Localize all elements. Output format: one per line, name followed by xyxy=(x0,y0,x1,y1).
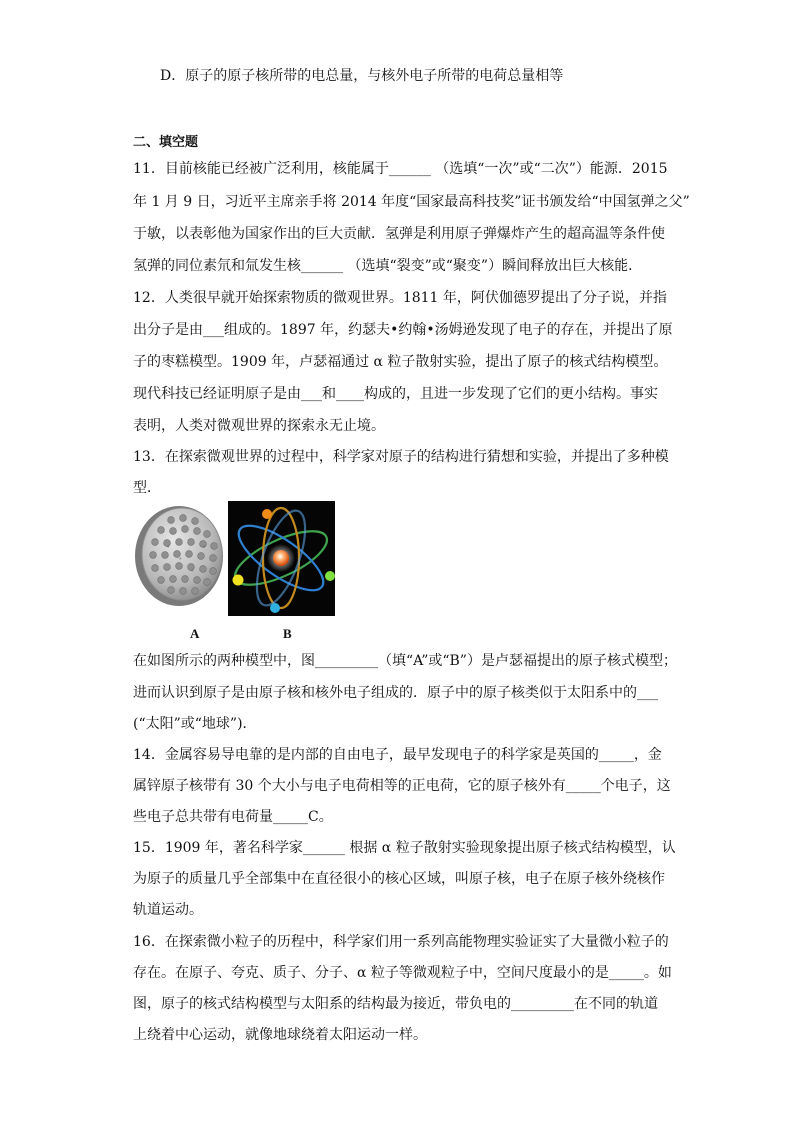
q13-line-3: 在如图所示的两种模型中，图_________（填“A”或“B”）是卢瑟福提出的原子核式模型； xyxy=(133,653,677,669)
q12-line-2: 出分子是由___组成的。1897 年，约瑟夫•约翰•汤姆逊发现了电子的存在，并提出了原 xyxy=(133,322,673,338)
q12-line-3: 子的枣糕模型。1909 年，卢瑟福通过 α 粒子散射实验，提出了原子的核式结构模型。 xyxy=(133,354,668,370)
q12-line-4: 现代科技已经证明原子是由___和____构成的，且进一步发现了它们的更小结构。事实 xyxy=(133,386,658,402)
section-title: 二、填空题 xyxy=(133,135,199,150)
q11-line-1: 11．目前核能已经被广泛利用，核能属于______ （选填“一次”或“二次”）能源．2015 xyxy=(133,161,668,177)
svg-text:+: + xyxy=(166,544,171,550)
svg-text:+: + xyxy=(202,544,207,550)
q15-line-1: 15．1909 年，著名科学家______ 根据 α 粒子散射实验现象提出原子核式结构模型，认 xyxy=(133,840,676,856)
atom-models-figure xyxy=(133,498,353,648)
q11-line-2: 年 1 月 9 日，习近平主席亲手将 2014 年度“国家最高科技奖”证书颁发给“中国氢弹之父” xyxy=(133,194,690,210)
q16-line-1: 16．在探索微小粒子的历程中，科学家们用一系列高能物理实验证实了大量微小粒子的 xyxy=(133,934,669,950)
q13-line-5: (“太阳”或“地球”)． xyxy=(133,716,257,732)
q16-line-3: 图，原子的核式结构模型与太阳系的结构最为接近，带负电的_________在不同的轨道 xyxy=(133,996,658,1012)
q14-line-3: 些电子总共带有电荷量_____C。 xyxy=(133,809,333,825)
nuclear-model xyxy=(228,501,335,616)
model-b-label: B xyxy=(283,626,292,641)
q11-line-4: 氢弹的同位素氘和氚发生核______ （选填“裂变”或“聚变”）瞬间释放出巨大核能． xyxy=(133,258,643,274)
q12-line-5: 表明，人类对微观世界的探索永无止境。 xyxy=(133,418,385,434)
option-d: D．原子的原子核所带的电总量，与核外电子所带的电荷总量相等 xyxy=(160,68,564,84)
q13-line-4: 进而认识到原子是由原子核和核外电子组成的．原子中的原子核类似于太阳系中的___ xyxy=(133,685,658,701)
q13-line-2: 型． xyxy=(133,480,161,496)
svg-text:+: + xyxy=(190,568,195,574)
plum-pudding-model xyxy=(135,506,223,606)
q14-line-1: 14．金属容易导电靠的是内部的自由电子，最早发现电子的科学家是英国的_____，金 xyxy=(133,747,662,763)
q15-line-2: 为原子的质量几乎全部集中在直径很小的核心区域，叫原子核，电子在原子核外绕核作 xyxy=(133,871,665,887)
q13-line-1: 13．在探索微观世界的过程中，科学家对原子的结构进行猜想和实验，并提出了多种模 xyxy=(133,449,669,465)
q12-line-1: 12．人类很早就开始探索物质的微观世界。1811 年，阿伏伽德罗提出了分子说，并指 xyxy=(133,290,667,306)
q15-line-3: 轨道运动。 xyxy=(133,902,203,918)
q14-line-2: 属锌原子核带有 30 个大小与电子电荷相等的正电荷，它的原子核外有_____个电子，这 xyxy=(133,778,671,794)
svg-text:+: + xyxy=(178,556,183,562)
q16-line-4: 上绕着中心运动，就像地球绕着太阳运动一样。 xyxy=(133,1027,427,1043)
model-images xyxy=(133,498,353,648)
q16-line-2: 存在。在原子、夸克、质子、分子、α 粒子等微观粒子中，空间尺度最小的是_____。如 xyxy=(133,965,672,981)
q11-line-3: 于敏，以表彰他为国家作出的巨大贡献．氢弹是利用原子弹爆炸产生的超高温等条件使 xyxy=(133,226,665,242)
model-a-label: A xyxy=(190,626,200,641)
